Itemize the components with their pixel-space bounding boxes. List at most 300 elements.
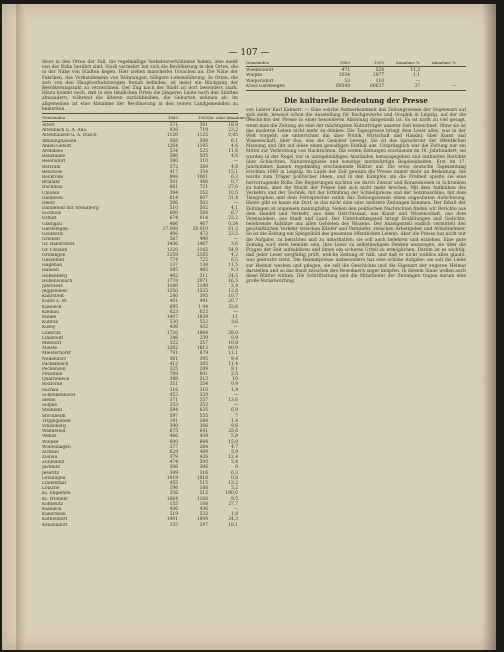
cell-pop-1905: 1864 bbox=[196, 330, 208, 336]
cell-municipality: Solpke bbox=[42, 403, 58, 409]
cell-pop-1880: 1262 bbox=[166, 346, 178, 352]
population-table-continued bbox=[246, 68, 466, 89]
cell-municipality: Packebusch bbox=[42, 361, 69, 367]
cell-municipality: Wiepersdorf bbox=[246, 78, 274, 84]
col-header-name: Gemeinden bbox=[246, 60, 270, 65]
cell-change-pct: 4,7 bbox=[231, 444, 238, 450]
cell-pop-1905: 426 bbox=[199, 455, 208, 461]
cell-pop-1905: 366 bbox=[199, 423, 208, 429]
cell-pop-1880: 351 bbox=[169, 382, 178, 388]
cell-change-pct: 1,8 bbox=[231, 512, 238, 518]
cell-change-pct: 6,9 bbox=[231, 408, 238, 414]
cell-change-pct: 6,1 bbox=[231, 138, 238, 144]
cell-pop-1880: 614 bbox=[169, 195, 178, 201]
cell-pop-1905: 395 bbox=[199, 356, 208, 362]
cell-pop-1905: 555 bbox=[199, 413, 208, 419]
article-title: Die kulturelle Bedeutung der Presse bbox=[284, 95, 428, 105]
cell-pop-1880: 466 bbox=[169, 221, 178, 227]
cell-pop-1905: 1165 bbox=[196, 247, 208, 253]
cell-municipality: Kunrau bbox=[42, 320, 59, 326]
col-header-1905: 1905 bbox=[373, 60, 384, 65]
cell-change-pct: — bbox=[233, 159, 238, 165]
cell-pop-1880: 519 bbox=[169, 512, 178, 518]
cell-change-pct: 15,0 bbox=[228, 439, 238, 445]
cell-municipality: Gladigau bbox=[42, 221, 63, 227]
table-row bbox=[42, 523, 238, 528]
cell-municipality: Potzehne bbox=[42, 372, 63, 378]
cell-pop-1905: 552 bbox=[199, 320, 208, 326]
cell-change-pct: 10,5 bbox=[228, 190, 238, 196]
cell-municipality: Gr. Chüden bbox=[42, 247, 68, 253]
cell-pop-1880: 1018 bbox=[166, 475, 178, 481]
cell-pop-1880: 623 bbox=[169, 309, 178, 315]
cell-municipality: Kreis Gardelegen bbox=[246, 83, 285, 89]
cell-pop-1905: 467 bbox=[199, 221, 208, 227]
cell-increase-pct: 37 bbox=[414, 83, 420, 89]
cell-change-pct: 54,9 bbox=[228, 247, 238, 253]
cell-municipality: Hohenberg bbox=[42, 273, 68, 279]
cell-increase-pct: 1,1 bbox=[413, 73, 420, 79]
cell-change-pct: 23,5 bbox=[228, 232, 238, 237]
cell-municipality: Meßdorf bbox=[42, 340, 62, 346]
cell-change-pct: 11 bbox=[232, 315, 238, 320]
cell-pop-1905: 130 bbox=[199, 263, 208, 269]
cell-pop-1905: 725 bbox=[199, 257, 208, 263]
cell-municipality: Kakerbeck bbox=[42, 512, 66, 518]
cell-pop-1880: 674 bbox=[169, 216, 178, 222]
cell-pop-1905: 635 bbox=[199, 408, 208, 414]
cell-pop-1880: 1407 bbox=[166, 315, 178, 320]
cell-municipality: Estedt bbox=[42, 216, 57, 222]
cell-change-pct: 6,7 bbox=[231, 211, 238, 217]
cell-pop-1905: 486 bbox=[199, 180, 208, 186]
cell-municipality: Wiedersdorf bbox=[246, 68, 274, 74]
cell-pop-1880: 196 bbox=[169, 486, 178, 492]
cell-municipality: Beuchow bbox=[42, 169, 63, 175]
cell-pop-1880: 474 bbox=[169, 460, 178, 466]
cell-change-pct: 27,0 bbox=[228, 185, 238, 191]
cell-municipality: Eichholz bbox=[42, 211, 62, 217]
cell-pop-1905: 1195 bbox=[196, 143, 208, 149]
cell-change-pct: 22,2 bbox=[228, 216, 238, 222]
cell-pop-1880: 774 bbox=[169, 257, 178, 263]
cell-change-pct: — bbox=[233, 506, 238, 512]
cell-pop-1905: 239 bbox=[199, 335, 208, 341]
cell-pop-1905: 489 bbox=[199, 449, 208, 455]
col-header-1905: 1905 bbox=[197, 114, 208, 120]
cell-change-pct: 10,8 bbox=[228, 340, 238, 346]
cell-pop-1880: 510 bbox=[169, 206, 178, 212]
cell-municipality: Buchholz bbox=[42, 185, 63, 191]
cell-pop-1880: 501 bbox=[169, 180, 178, 186]
cell-change-pct: 9,6 bbox=[231, 423, 238, 429]
cell-pop-1880: 936 bbox=[169, 128, 178, 134]
cell-municipality: Amelinghausen bbox=[42, 138, 77, 144]
cell-change-pct: 33,6 bbox=[228, 304, 238, 310]
cell-municipality: Wollenhagen bbox=[42, 444, 71, 450]
cell-pop-1905: 512 bbox=[199, 491, 208, 497]
cell-change-pct: 4,6 bbox=[231, 164, 238, 170]
cell-pop-1880: 137 bbox=[169, 263, 178, 269]
cell-pop-1905: 1612 bbox=[196, 346, 208, 352]
cell-pop-1880: 585 bbox=[169, 268, 178, 274]
cell-municipality: Sachau bbox=[42, 387, 59, 393]
cell-pop-1880: 436 bbox=[169, 325, 178, 331]
cell-change-pct: — bbox=[233, 403, 238, 409]
cell-change-pct: — bbox=[233, 309, 238, 315]
cell-change-pct: 4,6 bbox=[231, 154, 238, 160]
cell-change-pct: 11,6 bbox=[228, 149, 238, 154]
cell-municipality: Jahrstedt bbox=[42, 283, 63, 289]
table-rule bbox=[246, 66, 466, 67]
cell-pop-1880: 2259 bbox=[166, 252, 178, 258]
cell-pop-1905: 395 bbox=[199, 294, 208, 300]
cell-pop-1905: 472 bbox=[199, 232, 208, 237]
cell-municipality: Zichtau bbox=[42, 449, 59, 455]
cell-change-pct: 31,4 bbox=[228, 195, 238, 201]
cell-change-pct: 0,8 bbox=[231, 475, 238, 481]
cell-pop-1880: 1720 bbox=[166, 330, 178, 336]
cell-municipality: Wiepke bbox=[246, 73, 263, 79]
cell-change-pct: 6,5 bbox=[231, 257, 238, 263]
cell-municipality: Schenkenhorst bbox=[42, 392, 76, 398]
cell-municipality: Hansen bbox=[42, 268, 59, 274]
cell-pop-1905: 2077 bbox=[372, 73, 384, 79]
cell-pop-1880: 372 bbox=[169, 164, 178, 170]
article-body: von Lehrer Karl Kahnert. — Eine welche Aufmerksamkeit das Zeitungswesen der Gegenwart auf sich zieht, beweist schon die Ausstellung für Buchgewerbe und Graphik in Leipzig, auf der die Geschichte der Presse in einer besonderen Abteilung dargestellt ist. Es ist nicht zu viel gesagt, wenn man die Zeitung als eine der mächtigsten Kulturträger unserer Zeit bezeichnet. Ohne sie ist das moderne Leben nicht mehr zu denken. Die Tagespresse bringt dem Leser alles, was in der Welt vorgeht; sie unterrichtet ihn über Politik, Wirtschaft und Handel, über Kunst und Wissenschaft, über das, was die Gemüter bewegt. Sie ist das Sprachrohr der öffentlichen Meinung und übt auf diese einen gewaltigen Einfluß aus. Ursprünglich war die Zeitung nur ein Mittel zur Verbreitung von Nachrichten. Die ersten Zeitungen erschienen im 16. Jahrhundert; sie wurden in der Regel nur in unregelmäßigen Abständen herausgegeben und enthielten Berichte über Schlachten, Naturereignisse und sonstige merkwürdige Begebenheiten. Erst im 17. Jahrhundert kamen regelmäßig erscheinende Blätter auf. Die erste deutsche Tageszeitung erschien 1660 in Leipzig. Im Laufe der Zeit gewann die Presse immer mehr an Bedeutung. Sie wurde zum Träger politischer Ideen, und in den Kämpfen um die Freiheit spielte sie eine hervorragende Rolle. Die Regierungen suchten sie durch Zensur und Konzessionen in Schranken zu halten, aber die Macht der Presse ließ sich nicht mehr brechen. Mit dem Aufblühen des Verkehrs und der Technik, mit der Erfindung der Schnellpresse und der Setzmaschine, mit dem Telegraphen und dem Fernsprecher nahm das Zeitungswesen einen ungeahnten Aufschwung. Heute gibt es kaum ein Dorf, in das nicht eine oder mehrere Zeitungen kommen. Der Inhalt der Zeitungen ist ungemein mannigfaltig. Neben den politischen Nachrichten finden wir Berichte aus dem Handel und Verkehr, aus dem Gerichtssaal, aus Kunst und Wissenschaft, aus dem Vereinsleben, aus Stadt und Land. Der Unterhaltungsteil bringt Erzählungen und Gedichte, belehrende Aufsätze aus allen Gebieten des Wissens. Der Anzeigenteil endlich vermittelt den geschäftlichen Verkehr zwischen Käufer und Verkäufer, zwischen Arbeitgeber und Arbeitnehmer. So ist die Zeitung ein Spiegelbild des gesamten öffentlichen Lebens. Aber die Presse hat nicht nur die Aufgabe, zu berichten und zu unterhalten; sie soll auch belehren und erziehen. Eine gute Zeitung wird stets bemüht sein, ihre Leser zu selbständigem Denken anzuregen, sie über die Fragen der Zeit aufzuklären und ihnen ein sicheres Urteil zu ermöglichen. Darum ist es wichtig, daß jeder Leser sorgfältig prüft, welche Zeitung er hält, und daß er nicht wahllos alles glaubt, was gedruckt steht. Die Heimatpresse insbesondere hat eine schöne Aufgabe: sie soll die Liebe zur Heimat wecken und pflegen, sie soll die Geschichte und die Eigenart der engeren Heimat darstellen und so das Band zwischen den Bewohnern enger knüpfen. In diesem Sinne wollen auch diese Blätter wirken. Die Schriftleitung und die Mitarbeiter der Zeitungen tragen darum eine große Verantwortung. bbox=[246, 107, 466, 285]
cell-decrease-pct: — bbox=[451, 83, 456, 89]
page-number: — 107 — bbox=[228, 48, 270, 58]
cell-change-pct: 0,9 bbox=[231, 382, 238, 388]
cell-change-pct: 61,2 bbox=[228, 226, 238, 232]
cell-pop-1880: 2054 bbox=[338, 73, 350, 79]
cell-change-pct: 11,5 bbox=[228, 263, 238, 269]
table-row bbox=[246, 84, 466, 89]
cell-change-pct: 20,7 bbox=[228, 299, 238, 305]
cell-change-pct: 9,4 bbox=[231, 356, 238, 362]
cell-change-pct: 5,4 bbox=[231, 460, 238, 466]
cell-pop-1880: 661 bbox=[169, 185, 178, 191]
cell-pop-1880: 568 bbox=[169, 138, 178, 144]
page-edge-shadow bbox=[482, 4, 496, 650]
cell-change-pct: 4,1 bbox=[231, 206, 238, 212]
cell-change-pct: 13,6 bbox=[228, 398, 238, 403]
cell-municipality: Lindstedt bbox=[42, 335, 64, 341]
cell-change-pct: 4,2 bbox=[231, 252, 238, 258]
cell-change-pct: 27,7 bbox=[228, 501, 238, 507]
col-header-1880: 1880 bbox=[167, 114, 178, 120]
cell-change-pct: 4,6 bbox=[231, 143, 238, 149]
cell-municipality: Mieste bbox=[42, 346, 58, 352]
cell-increase-pct: — bbox=[415, 78, 420, 84]
cell-change-pct: 28,0 bbox=[228, 330, 238, 336]
cell-pop-1905: 532 bbox=[199, 512, 208, 518]
cell-municipality: Wenze bbox=[42, 434, 57, 440]
cell-municipality: Gr. Ballerstedt bbox=[42, 242, 75, 248]
cell-municipality: Roxförde bbox=[42, 382, 63, 388]
cell-pop-1880: 1064 bbox=[166, 496, 178, 502]
cell-change-pct: 25,6 bbox=[228, 429, 238, 435]
cell-pop-1905: 502 bbox=[199, 200, 208, 206]
cell-pop-1880: 791 bbox=[169, 351, 178, 357]
cell-change-pct: 12,8 bbox=[228, 289, 238, 295]
cell-municipality: Kahrstedt bbox=[42, 294, 65, 300]
table-header bbox=[42, 114, 251, 120]
cell-pop-1905: 354 bbox=[199, 382, 208, 388]
cell-pop-1880: 348 bbox=[169, 377, 178, 383]
cell-pop-1905: 1467 bbox=[196, 242, 208, 248]
cell-pop-1880: 597 bbox=[169, 413, 178, 419]
cell-municipality: Kl. Wieblitz bbox=[42, 496, 68, 502]
cell-change-pct: 0 bbox=[235, 465, 238, 471]
cell-municipality: Jeggeleben bbox=[42, 289, 67, 295]
cell-pop-1905: 365 bbox=[199, 361, 208, 367]
cell-pop-1905: 28 010 bbox=[192, 226, 208, 232]
cell-pop-1905: 439 bbox=[199, 434, 208, 440]
cell-municipality: Kalbe a. M. bbox=[42, 299, 68, 305]
cell-municipality: Lüderitz bbox=[42, 330, 61, 336]
cell-municipality: Chüden bbox=[42, 190, 60, 196]
cell-municipality: Neuendorf bbox=[42, 356, 66, 362]
cell-change-pct: 0,9 bbox=[231, 335, 238, 341]
cell-pop-1880: 417 bbox=[169, 169, 178, 175]
cell-pop-1905: 1125 bbox=[196, 133, 208, 139]
cell-municipality: Trippigleben bbox=[42, 418, 71, 424]
cell-pop-1905: 311 bbox=[199, 273, 208, 279]
cell-pop-1880: 466 bbox=[169, 434, 178, 440]
cell-pop-1905: 297 bbox=[199, 522, 208, 528]
cell-pop-1905: 264 bbox=[199, 444, 208, 450]
cell-pop-1880: 1320 bbox=[166, 247, 178, 253]
cell-pop-1905: 329 bbox=[199, 392, 208, 398]
cell-change-pct: 9,5 bbox=[231, 496, 238, 502]
cell-municipality: Steinfeld bbox=[42, 408, 63, 414]
cell-pop-1880: 379 bbox=[169, 455, 178, 461]
cell-increase-pct: 11,3 bbox=[410, 68, 420, 74]
cell-pop-1905: 1061 bbox=[196, 174, 208, 180]
left-intro-text: dient in den Orten der Fall, die regelmäßige Verkehrsverhältnisse haben, also meist von der Bahn berührt sind. Stark vermehrt hat sich die Bevölkerung in den Orten, die in der Nähe von Städten liegen. Hier ziehen mancherlei Ursachen an: Die Nähe der Fabriken, das Vorhandensein von Wohnungen, billigere Lebensführung. In Orten, die sich von den Hauptverkehrswegen fernab befinden, ist meist ein Rückgang der Bevölkerungszahl zu verzeichnen. Der Zug nach der Stadt ist dort besonders stark. Hinzu kommt noch, daß in den ländlichen Orten die jüngeren Leute nach den Städten abwandern, während die älteren zurückbleiben, die Geburten nehmen ab. Im allgemeinen ist eine Abnahme der Bevölkerung in den reinen Landgemeinden zu bemerken. bbox=[42, 60, 238, 112]
cell-pop-1880: 629 bbox=[169, 449, 178, 455]
cell-pop-1905: 357 bbox=[199, 398, 208, 403]
table-rule bbox=[42, 121, 238, 122]
cell-pop-1880: 1436 bbox=[166, 242, 178, 248]
cell-pop-1905: 614 bbox=[199, 216, 208, 222]
cell-pop-1905: 313 bbox=[199, 377, 208, 383]
cell-municipality: Gardelegen bbox=[42, 226, 68, 232]
cell-pop-1905: 1166 bbox=[196, 496, 208, 502]
cell-pop-1880: 453 bbox=[169, 392, 178, 398]
cell-pop-1905: 641 bbox=[199, 429, 208, 435]
cell-pop-1905: 1525 bbox=[196, 289, 208, 295]
cell-pop-1905: 879 bbox=[199, 351, 208, 357]
newspaper-page bbox=[2, 4, 496, 650]
cell-municipality: Hohenwulsch bbox=[42, 278, 73, 284]
cell-pop-1880: 356 bbox=[169, 491, 178, 497]
cell-municipality: Beiersdorf bbox=[42, 159, 66, 165]
cell-change-pct: 60,9 bbox=[228, 346, 238, 352]
cell-change-pct: 12,4 bbox=[228, 455, 238, 461]
cell-change-pct: 10 bbox=[232, 377, 238, 383]
cell-pop-1905: 432 bbox=[199, 325, 208, 331]
cell-municipality: Letzlingen bbox=[42, 475, 66, 481]
cell-municipality: Bockrode bbox=[42, 174, 64, 180]
cell-pop-1905: 2071 bbox=[196, 278, 208, 284]
cell-pop-1880: 333 bbox=[169, 522, 178, 528]
cell-municipality: Kathendorf bbox=[42, 517, 68, 523]
cell-pop-1905: 623 bbox=[199, 309, 208, 315]
cell-pop-1880: 1186 bbox=[166, 283, 178, 289]
cell-pop-1905: 691 bbox=[199, 372, 208, 378]
cell-change-pct: 11,4 bbox=[228, 361, 238, 367]
cell-change-pct: 1,4 bbox=[231, 418, 238, 424]
cell-municipality: Deetz bbox=[42, 200, 55, 206]
cell-pop-1880: 246 bbox=[169, 335, 178, 341]
cell-municipality: Arendsee bbox=[42, 149, 63, 154]
cell-change-pct: 0,7 bbox=[231, 180, 238, 186]
cell-pop-1905: 684 bbox=[199, 439, 208, 445]
cell-pop-1905: 357 bbox=[199, 340, 208, 346]
cell-pop-1880: 240 bbox=[169, 294, 178, 300]
cell-change-pct: 5,9 bbox=[231, 449, 238, 455]
right-column bbox=[246, 60, 466, 284]
cell-pop-1880: 401 bbox=[169, 299, 178, 305]
cell-pop-1905: 316 bbox=[199, 470, 208, 476]
table-rule bbox=[246, 90, 466, 91]
cell-pop-1880: 353 bbox=[169, 403, 178, 409]
cell-municipality: Quarnebeck bbox=[42, 377, 70, 383]
cell-pop-1880: 1264 bbox=[166, 143, 178, 149]
cell-pop-1905: 110 bbox=[375, 78, 384, 84]
cell-municipality: Kassieck bbox=[42, 506, 62, 512]
cell-pop-1880: 534 bbox=[169, 149, 178, 154]
cell-municipality: Brabant bbox=[42, 180, 60, 186]
cell-pop-1905: 502 bbox=[199, 206, 208, 212]
cell-pop-1880: 455 bbox=[169, 481, 178, 486]
cell-pop-1880: 380 bbox=[169, 159, 178, 165]
cell-municipality: Zobbenitz bbox=[42, 460, 65, 466]
cell-pop-1880: 406 bbox=[169, 232, 178, 237]
cell-pop-1905: 719 bbox=[199, 128, 208, 134]
cell-municipality: Kleinau bbox=[42, 309, 59, 315]
cell-change-pct: 24,5 bbox=[228, 273, 238, 279]
cell-pop-1905: 491 bbox=[199, 299, 208, 305]
cell-pop-1880: 709 bbox=[169, 372, 178, 378]
cell-pop-1880: 530 bbox=[169, 320, 178, 326]
cell-pop-1905: 465 bbox=[199, 268, 208, 274]
cell-pop-1880: 322 bbox=[169, 340, 178, 346]
cell-pop-1905: 188 bbox=[199, 486, 208, 492]
cell-pop-1880: 1778 bbox=[166, 278, 178, 284]
cell-municipality: Bertram bbox=[42, 164, 61, 170]
cell-municipality: Jeseritz bbox=[42, 470, 59, 476]
cell-pop-1905: 354 bbox=[199, 169, 208, 175]
cell-pop-1880: 349 bbox=[169, 470, 178, 476]
cell-pop-1880: 390 bbox=[169, 423, 178, 429]
cell-pop-1880: 412 bbox=[169, 361, 178, 367]
cell-pop-1905: 389 bbox=[199, 164, 208, 170]
left-column bbox=[42, 60, 251, 528]
col-header-name: Gemeinden bbox=[42, 114, 66, 120]
table-header bbox=[246, 60, 466, 65]
cell-municipality: Altenhausen u. A. Dusch bbox=[42, 133, 97, 139]
cell-pop-1905: 1808 bbox=[196, 517, 208, 523]
cell-municipality: Lindenthal bbox=[42, 481, 66, 486]
cell-pop-1905: 598 bbox=[199, 138, 208, 144]
cell-pop-1880: 567 bbox=[169, 237, 178, 243]
cell-pop-1905: 721 bbox=[199, 185, 208, 191]
cell-pop-1880: 600 bbox=[169, 439, 178, 445]
col-header-pct: Zu- oder Abnahme % bbox=[208, 114, 251, 120]
cell-municipality: Vinzelberg bbox=[42, 423, 66, 429]
cell-pop-1905: 184 bbox=[199, 418, 208, 424]
cell-change-pct: 5,8 bbox=[231, 434, 238, 440]
cell-change-pct: 2,5 bbox=[231, 372, 238, 378]
cell-change-pct: — bbox=[233, 392, 238, 398]
cell-municipality: Altorf bbox=[42, 123, 55, 129]
cell-municipality: Siems bbox=[42, 398, 56, 403]
cell-municipality: Ahlen-Gehoff bbox=[42, 143, 72, 149]
cell-municipality: Jävenitz bbox=[42, 465, 60, 471]
cell-municipality: Grieben bbox=[42, 237, 60, 243]
cell-pop-1880: 155 bbox=[169, 501, 178, 507]
cell-pop-1880: 594 bbox=[169, 408, 178, 414]
cell-change-pct: 16,5 bbox=[228, 278, 238, 284]
population-table bbox=[42, 123, 238, 528]
cell-pop-1880: 1250 bbox=[166, 289, 178, 295]
cell-municipality: Wannefeld bbox=[42, 429, 66, 435]
cell-municipality: Güssefeld bbox=[42, 257, 64, 263]
cell-pop-1905: 306 bbox=[199, 465, 208, 471]
cell-change-pct: 100,0 bbox=[225, 491, 238, 497]
cell-change-pct: 5,2 bbox=[231, 486, 238, 492]
cell-pop-1880: 586 bbox=[169, 154, 178, 160]
cell-municipality: Hagenau bbox=[42, 263, 63, 269]
cell-change-pct: 18,9 bbox=[228, 123, 238, 129]
cell-pop-1880: 695 bbox=[169, 304, 178, 310]
cell-pop-1880: 471 bbox=[341, 68, 350, 74]
cell-pop-1905: 525 bbox=[199, 149, 208, 154]
cell-change-pct: 9,1 bbox=[231, 366, 238, 372]
cell-change-pct: 8,3 bbox=[231, 268, 238, 274]
cell-pop-1880: 402 bbox=[169, 273, 178, 279]
cell-pop-1905: 310 bbox=[199, 387, 208, 393]
cell-change-pct: 23,2 bbox=[228, 128, 238, 134]
cell-change-pct: 0,24 bbox=[228, 221, 238, 227]
cell-pop-1880: 316 bbox=[169, 387, 178, 393]
cell-change-pct: — bbox=[233, 237, 238, 243]
cell-pop-1905: 2165 bbox=[196, 252, 208, 258]
cell-change-pct: — bbox=[233, 200, 238, 206]
cell-change-pct: 10,7 bbox=[228, 294, 238, 300]
cell-change-pct: 11,1 bbox=[228, 351, 238, 357]
col-header-increase: Zunahme % bbox=[395, 60, 420, 65]
cell-pop-1905: 60637 bbox=[370, 83, 384, 89]
cell-municipality: Dambeck bbox=[42, 195, 63, 201]
cell-municipality: Dannefeld mit Arendberg bbox=[42, 206, 99, 212]
cell-municipality: Kl. Engersen bbox=[42, 491, 71, 497]
cell-municipality: Baustaake bbox=[42, 154, 66, 160]
cell-pop-1880: 600 bbox=[169, 211, 178, 217]
cell-pop-1880: 181 bbox=[169, 418, 178, 424]
cell-municipality: Kassieck bbox=[42, 304, 62, 310]
cell-pop-1905: 289 bbox=[199, 366, 208, 372]
cell-change-pct: 7 bbox=[235, 413, 238, 419]
cell-pop-1905: 505 bbox=[199, 154, 208, 160]
cell-change-pct: 3,6 bbox=[231, 320, 238, 326]
cell-municipality: Kenzendorf bbox=[42, 522, 68, 528]
cell-change-pct: 15,1 bbox=[228, 169, 238, 175]
cell-municipality: Lotsche bbox=[42, 486, 60, 492]
